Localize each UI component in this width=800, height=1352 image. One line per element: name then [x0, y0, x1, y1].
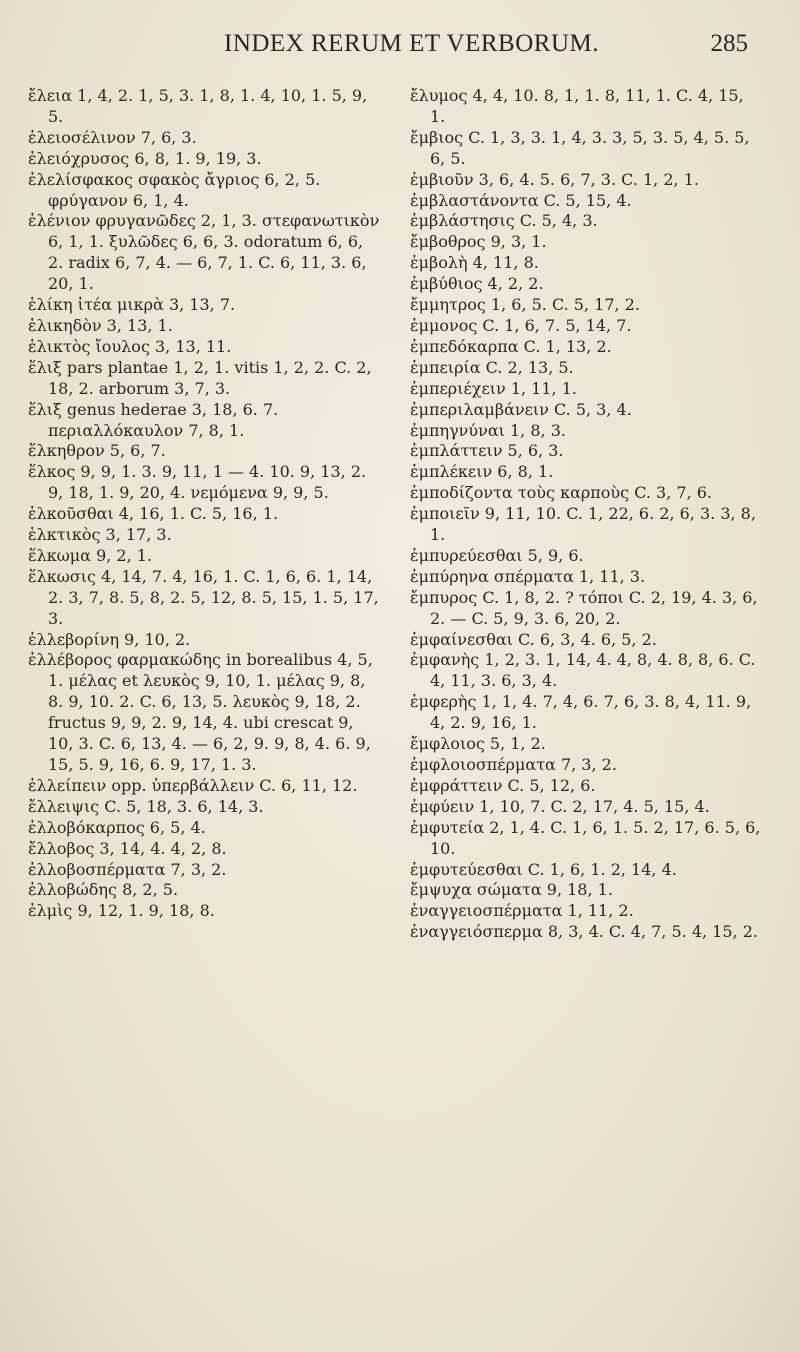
index-entry: ἕλκωμα 9, 2, 1. — [28, 545, 153, 565]
index-entry: ἐμπύρηνα σπέρματα 1, 11, 3. — [410, 566, 646, 586]
index-entry: ἐμπηγνύναι 1, 8, 3. — [410, 420, 566, 440]
index-entry: ἐλειοσέλινον 7, 6, 3. — [28, 127, 197, 147]
index-entry: ἐμπεριέχειν 1, 11, 1. — [410, 378, 577, 398]
index-entry: ἔμπυρος C. 1, 8, 2. ? τόποι C. 2, 19, 4. 3, 6, 2. — C. 5, 9, 3. 6, 20, 2. — [410, 587, 758, 628]
page-title: INDEX RERUM ET VERBORUM. — [224, 30, 599, 57]
index-entry: ἐμπεριλαμβάνειν C. 5, 3, 4. — [410, 399, 632, 419]
index-entry: ἐμφαίνεσθαι C. 6, 3, 4. 6, 5, 2. — [410, 629, 657, 649]
index-entry: ἐμποδίζοντα τοὺς καρποὺς C. 3, 7, 6. — [410, 483, 713, 503]
index-entry: ἕλκωσις 4, 14, 7. 4, 16, 1. C. 1, 6, 6. 1, 14, 2. 3, 7, 8. 5, 8, 2. 5, 12, 8. 5, 15, 1. 5, 17, 3. — [28, 566, 379, 628]
index-entry: ἕλκος 9, 9, 1. 3. 9, 11, 1 — 4. 10. 9, 13, 2. 9, 18, 1. 9, 20, 4. νεμόμενα 9, 9, 5. — [28, 462, 367, 503]
index-entry: ἐμφυτεύεσθαι C. 1, 6, 1. 2, 14, 4. — [410, 859, 677, 879]
index-entry: ἐλλέβορος φαρμακώδης in borealibus 4, 5, 1. μέλας et λευκὸς 9, 10, 1. μέλας 9, 8, 8. 9, 10. 2. C. 6, 13, 5. λευκὸς 9, 18, 2. fructus 9, 9, 2. 9, 14, 4. ubi crescat 9, 10, 3. C. 6, 13, 4. — 6, 2, 9. 9, 8, 4. 6. 9, 15, 5. 9, 16, 6. 9, 17, 1. 3. — [28, 650, 373, 774]
running-header — [0, 30, 800, 70]
index-entry: ἐμφανὴς 1, 2, 3. 1, 14, 4. 4, 8, 4. 8, 8, 6. C. 4, 11, 3. 6, 3, 4. — [410, 650, 756, 691]
index-entry: ἔμφλοιος 5, 1, 2. — [410, 734, 546, 754]
index-entry: ἐλειόχρυσος 6, 8, 1. 9, 19, 3. — [28, 148, 262, 168]
index-entry: ἐμφερὴς 1, 1, 4. 7, 4, 6. 7, 6, 3. 8, 4, 11. 9, 4, 2. 9, 16, 1. — [410, 692, 752, 733]
index-entry: ἕλκηθρον 5, 6, 7. — [28, 441, 166, 461]
index-entry: ἕλιξ pars plantae 1, 2, 1. vitis 1, 2, 2. C. 2, 18, 2. arborum 3, 7, 3. — [28, 357, 372, 398]
index-entry: ἐμπυρεύεσθαι 5, 9, 6. — [410, 545, 584, 565]
index-entry: ἐλλοβοσπέρματα 7, 3, 2. — [28, 859, 227, 879]
index-entry: ἔλλοβος 3, 14, 4. 4, 2, 8. — [28, 838, 227, 858]
index-entry: ἐμπεδόκαρπα C. 1, 13, 2. — [410, 336, 612, 356]
index-entry: ἐμβύθιος 4, 2, 2. — [410, 274, 544, 294]
index-entry: ἐμφύειν 1, 10, 7. C. 2, 17, 4. 5, 15, 4. — [410, 796, 710, 816]
index-entry: ἐμπλάττειν 5, 6, 3. — [410, 441, 564, 461]
index-entry: ἐναγγειόσπερμα 8, 3, 4. C. 4, 7, 5. 4, 15, 2. — [410, 922, 758, 942]
index-entry: ἐμβλάστησις C. 5, 4, 3. — [410, 211, 598, 231]
index-entry: ἐμμονος C. 1, 6, 7. 5, 14, 7. — [410, 315, 632, 335]
index-entry: ἔμψυχα σώματα 9, 18, 1. — [410, 880, 613, 900]
index-entry: ἑλκοῦσθαι 4, 16, 1. C. 5, 16, 1. — [28, 504, 279, 524]
index-entry: ἔμβιος C. 1, 3, 3. 1, 4, 3. 3, 5, 3. 5, 4, 5. 5, 6, 5. — [410, 127, 750, 168]
index-entry: ἐμφλοιοσπέρματα 7, 3, 2. — [410, 755, 617, 774]
index-entry: ἑλικτὸς ἴουλος 3, 13, 11. — [28, 336, 232, 356]
index-entry: ἐμβιοῦν 3, 6, 4. 5. 6, 7, 3. C. 1, 2, 1. — [410, 169, 699, 189]
index-entry: ἔλυμος 4, 4, 10. 8, 1, 1. 8, 11, 1. C. 4, 15, 1. — [410, 86, 744, 126]
index-entry: ἕλιξ genus hederae 3, 18, 6. 7. περιαλλόκαυλον 7, 8, 1. — [28, 399, 279, 440]
left-index-column — [28, 86, 380, 922]
index-entry: ἑλκτικὸς 3, 17, 3. — [28, 525, 172, 545]
index-entry: ἐμπλέκειν 6, 8, 1. — [410, 462, 554, 482]
index-entry: ἐλλοβόκαρπος 6, 5, 4. — [28, 817, 206, 837]
index-entry: ἐμβλαστάνοντα C. 5, 15, 4. — [410, 190, 632, 210]
index-entry: ἐλλείπειν opp. ὑπερβάλλειν C. 6, 11, 12. — [28, 775, 358, 795]
index-entry: ἐλμὶς 9, 12, 1. 9, 18, 8. — [28, 901, 215, 921]
index-entry: ἐμπειρία C. 2, 13, 5. — [410, 357, 574, 377]
right-index-column — [410, 86, 762, 943]
index-entry: ἑλίκη ἰτέα μικρὰ 3, 13, 7. — [28, 295, 236, 315]
index-entry: ἑλικηδὸν 3, 13, 1. — [28, 315, 173, 335]
index-entry: ἔλλειψις C. 5, 18, 3. 6, 14, 3. — [28, 796, 264, 816]
page-number: 285 — [710, 30, 748, 57]
index-entry: ἐλλεβορίνη 9, 10, 2. — [28, 629, 191, 649]
index-entry: ἐμφράττειν C. 5, 12, 6. — [410, 775, 596, 795]
index-entry: ἔμβοθρος 9, 3, 1. — [410, 232, 547, 252]
index-entry: ἐμβολὴ 4, 11, 8. — [410, 253, 539, 273]
index-entry: ἐλένιον φρυγανῶδες 2, 1, 3. στεφανωτικὸν 6, 1, 1. ξυλῶδες 6, 6, 3. odoratum 6, 6, 2. radix 6, 7, 4. — 6, 7, 1. C. 6, 11, 3. 6, 20, 1. — [28, 211, 380, 294]
index-entry: ἐμφυτεία 2, 1, 4. C. 1, 6, 1. 5. 2, 17, 6. 5, 6, 10. — [410, 817, 761, 858]
index-entry: ἐναγγειοσπέρματα 1, 11, 2. — [410, 901, 634, 921]
index-entry: ἐμποιεῖν 9, 11, 10. C. 1, 22, 6. 2, 6, 3. 3, 8, 1. — [410, 504, 756, 545]
index-entry: ἔμμητρος 1, 6, 5. C. 5, 17, 2. — [410, 295, 640, 315]
index-entry: ἐλλοβώδης 8, 2, 5. — [28, 880, 179, 900]
index-entry: ἔλεια 1, 4, 2. 1, 5, 3. 1, 8, 1. 4, 10, 1. 5, 9, 5. — [28, 86, 368, 126]
index-entry: ἐλελίσφακος σφακὸς ἄγριος 6, 2, 5. φρύγανον 6, 1, 4. — [28, 169, 321, 210]
